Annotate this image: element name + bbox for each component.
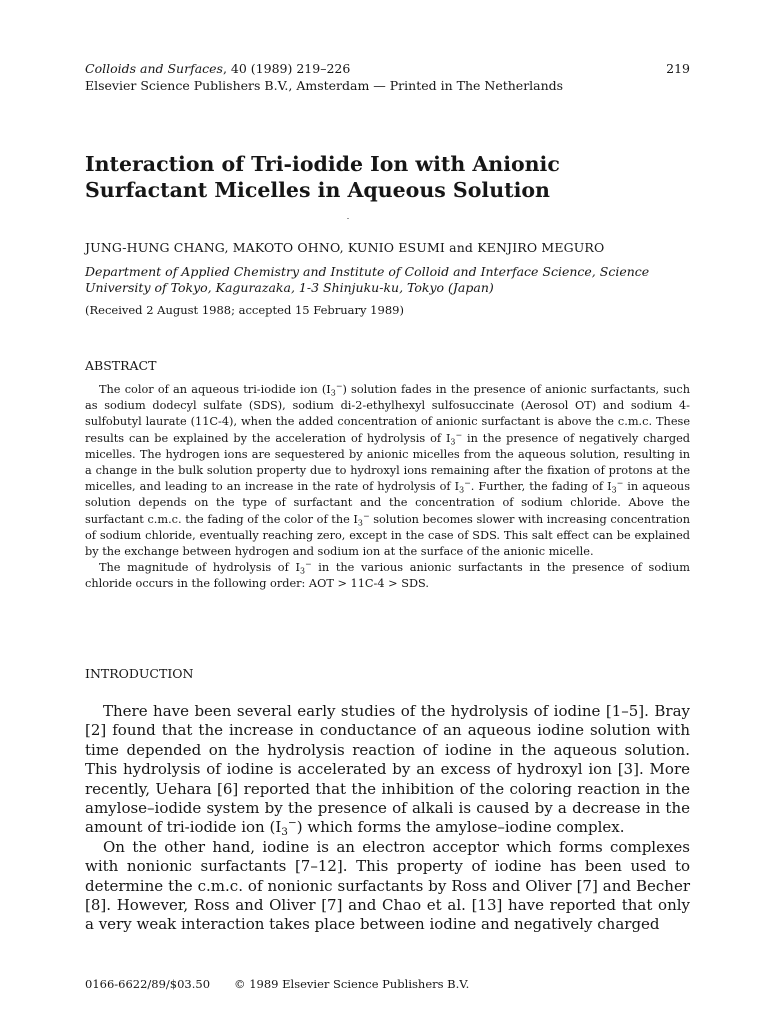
abstract-heading: ABSTRACT [85,358,157,373]
received-dates: (Received 2 August 1988; accepted 15 February 1989) [85,303,404,317]
subscript: 3 [357,517,363,527]
abstract-text: in aqueous solution depends on the type of surfactant and the concentration of sodium chloride. Above the surfactant c.m.c. the fading of the color of the I [85,480,691,526]
superscript: − [362,511,370,521]
abstract-text: ) solution fades in the presence of anionic surfactants, such as sodium dodecyl sulfate (SDS), sodium di-2-ethylhexyl sulfosuccinate (Aerosol OT) and sodium 4-sulfobutyl laurate (11C-4), when the added concentration of anionic surfactant is above the c.m.c. These results can be explained by the acceleration of hydrolysis of I [85,383,691,445]
intro-paragraph-2: On the other hand, iodine is an electron acceptor which forms complexes with nonionic surfactants [7–12]. This property of iodine has been used to determine the c.m.c. of nonionic surfactants by Ross and Oliver [7] and Becher [8]. However, Ross and Oliver [7] and Chao et al. [13] have reported that only a very weak interaction takes place between iodine and negatively charged [85,837,690,934]
subscript: 3 [450,436,456,446]
article-title [85,151,645,203]
superscript: − [464,478,471,488]
abstract-paragraph-1 [85,382,690,560]
copyright-notice: © 1989 Elsevier Science Publishers B.V. [234,977,470,991]
abstract-text: in the various anionic surfactants in the presence of sodium chloride occurs in the following order: AOT > 11C-4 > SDS. [85,561,690,591]
superscript: − [455,430,463,440]
journal-citation [85,61,350,77]
introduction-heading: INTRODUCTION [85,666,194,681]
subscript: 3 [611,485,617,495]
superscript: − [287,817,297,830]
superscript: − [616,478,624,488]
subscript: 3 [281,826,288,839]
abstract-paragraph-2 [85,560,690,592]
journal-volume-pages: , 40 (1989) 219–226 [222,61,351,76]
abstract-text: The magnitude of hydrolysis of I [99,561,300,575]
intro-text: ) which forms the amylose–iodine complex. [296,818,625,837]
affiliation-line-2: University of Tokyo, Kagurazaka, 1-3 Shinjuku-ku, Tokyo (Japan) [85,280,494,295]
title-line-2: Surfactant Micelles in Aqueous Solution [85,178,550,202]
abstract-text: in the presence of negatively charged micelles. The hydrogen ions are sequestered by anionic micelles from the aqueous solution, resulting in a change in the bulk solution property due to hydroxyl ions remaining after the fixation of protons at the micelles, and leading to an increase in the rate of hydrolysis of I [85,431,690,494]
superscript: − [335,381,343,391]
subscript: 3 [299,566,305,576]
page-number: 219 [666,61,690,76]
title-line-1: Interaction of Tri-iodide Ion with Anionic [85,152,560,176]
subscript: 3 [330,388,336,398]
intro-paragraph-1 [85,702,690,838]
publisher-line: Elsevier Science Publishers B.V., Amsterdam — Printed in The Netherlands [85,78,564,93]
superscript: − [304,559,312,569]
scan-speck [347,218,349,219]
abstract-text: . Further, the fading of I [470,480,612,494]
intro-text: There have been several early studies of the hydrolysis of iodine [1–5]. Bray [2] found that the increase in conductance of an aqueous iodine solution with time depended on the hydrolysis reaction of iodine in the aqueous solution. This hydrolysis of iodine is accelerated by an excess of hydroxyl ion [3]. More recently, Uehara [6] reported that the inhibition of the coloring reaction in the amylose–iodide system by the presence of alkali is caused by a decrease in the amount of tri-iodide ion (I [85,702,690,837]
subscript: 3 [459,485,465,495]
issn-price-code: 0166-6622/89/$03.50 [85,977,211,991]
affiliation [85,264,685,296]
journal-title: Colloids and Surfaces [85,61,223,76]
abstract-text: The color of an aqueous tri-iodide ion (I [99,383,331,396]
page-footer [85,977,469,991]
author-list: JUNG-HUNG CHANG, MAKOTO OHNO, KUNIO ESUMI and KENJIRO MEGURO [85,240,605,255]
introduction-body [85,702,690,935]
abstract-text: solution becomes slower with increasing concentration of sodium chloride, eventually reaching zero, except in the case of SDS. This salt effect can be explained by the exchange between hydrogen and sodium ion at the surface of the anionic micelle. [85,512,691,559]
abstract-body [85,382,690,593]
affiliation-line-1: Department of Applied Chemistry and Institute of Colloid and Interface Science, Science [85,264,650,279]
